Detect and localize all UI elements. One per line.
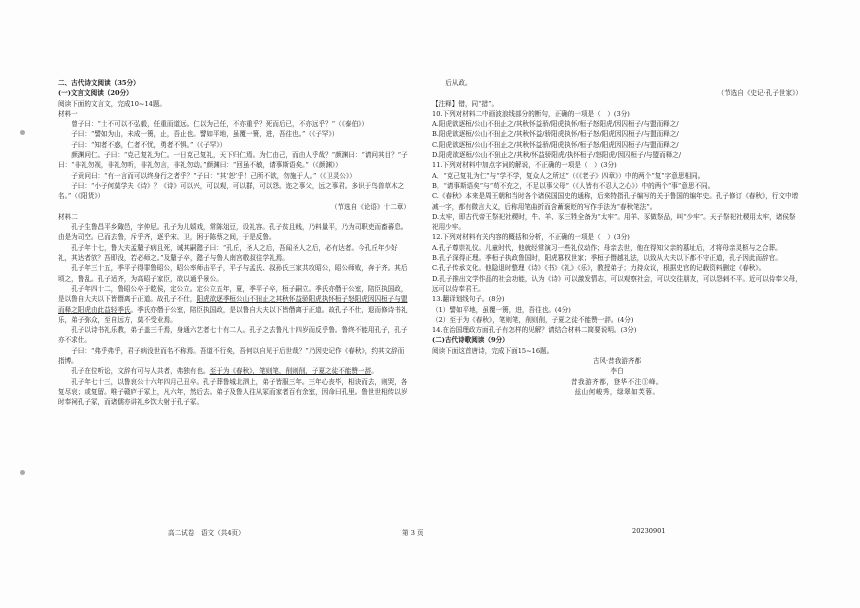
footer-left: 高二试卷 语文（共4页） <box>168 529 245 537</box>
left-column <box>58 78 410 408</box>
question-10: 10.下列对材料二中画波浪线部分的断句，正确的一项是（ ）(3分) <box>432 109 630 118</box>
m2-text: 。季氏亦僭于公室，陪臣执国政，是以鲁自大夫以下皆僭离于正道。故孔子不仕，退而修诗书礼乐，弟子弥众，至自远方，莫不受业焉。 <box>58 305 408 324</box>
question-13: 13.翻译划线句子。(8分) <box>432 295 505 304</box>
m1-paragraph: 颜渊问仁。子曰：“克己复礼为仁。一日克己复礼，天下归仁焉。为仁由己，而由人乎哉？”颜渊曰：“请问其目？”子曰：“非礼勿视，非礼勿听，非礼勿言，非礼勿动。”颜渊曰：“回虽不敏，请事斯语矣。”（《颜渊》） <box>58 151 408 170</box>
m2-paragraph <box>58 366 410 376</box>
q10-option: D.阳虎欲逐桓/公山不狃止之/其秋/怀益骄阳虎/执怀桓子/怒阳虎/因囚桓子/与盟而释之/ <box>432 151 682 160</box>
footer-code: 20230901 <box>632 527 666 535</box>
m2-text: 。 <box>371 367 378 376</box>
poem-instruction: 阅读下面这首唐诗，完成下面15~16题。 <box>432 346 554 355</box>
q10-option: A.阳虎欲逐桓/公山不狃止之/其秋怀益骄/阳虎执怀/桓子怒阳虎/因囚桓子/与盟而释之/ <box>432 120 679 129</box>
q12-option: A.孔子尊崇礼仪。儿童时代，他就经常演习一些礼仪动作；母亲去世，他在得知父亲的墓址后，才将母亲灵柩与之合葬。 <box>432 243 782 252</box>
annotation-note: 【注释】错，同“措”。 <box>432 99 499 108</box>
q12-option: C.孔子传承文化。他隐退时整理《诗》《书》《礼》《乐》，教授弟子；力持众议，根据史官的记载资料删定《春秋》。 <box>432 264 766 273</box>
m1-paragraph: 子曰：“小子何莫学夫《诗》？《诗》可以兴，可以观，可以群，可以怨。迩之事父，远之事君。多识于鸟兽草木之名。”（《阳货》） <box>58 181 405 201</box>
q11-option: B．“请事斯语矣”与“苟不充之，不足以事父母”（《人皆有不忍人之心》）中的两个“事”意思不同。 <box>432 181 715 190</box>
q12-option: B.孔子深得正理。季桓子执政鲁国时，阳虎篡权世家；季桓子僭越礼法，以致从大夫以下都不守正道，孔子因此而辞官。 <box>432 254 782 263</box>
m1-paragraph: 子曰：“知者不惑，仁者不忧，勇者不惧。”（《子罕》） <box>71 140 227 149</box>
poem-line: 兹山何峻秀，绿翠如芙蓉。 <box>574 387 660 396</box>
m2-paragraph: 孔子年十七，鲁大夫孟釐子病且死，诫其嗣懿子曰：“孔丘，圣人之后，吾闻圣人之后，必有达者。今孔丘年少好礼，其达者欤？吾即没，若必师之。”及釐子卒，懿子与鲁人南宫敬叔往学礼焉。 <box>58 243 398 263</box>
poem-author: 李白 <box>610 367 624 376</box>
instruction: 阅读下面的文言文，完成10~14题。 <box>58 99 167 108</box>
right-column <box>432 78 802 397</box>
question-14: 14.在治国理政方面孔子有怎样的见解？请结合材料二简要说明。(3分) <box>432 326 637 335</box>
poem-section-title: (二)古代诗歌阅读（9分） <box>432 336 509 345</box>
underlined-sentence: 至于为《春秋》，笔则笔，削则削，子夏之徒不能赞一辞 <box>209 367 372 376</box>
m2-paragraph: 孔子年三十五，季平子得罪鲁昭公，昭公率师击平子，平子与孟氏、叔孙氏三家共攻昭公，昭公师败，奔于齐。其后顷之，鲁乱。孔子适齐，为高昭子家臣，欲以通乎景公。 <box>58 264 408 283</box>
q10-option: B.阳虎欲逐桓/公山不狃止之/其秋怀益/骄阳虎执怀/桓子怒/阳虎因囚桓子/与盟而释之/ <box>432 130 679 139</box>
m1-paragraph: 子贡问曰：“有一言而可以终身行之者乎？”子曰：“其‘恕’乎！己所不欲，勿施于人。”（《卫灵公》） <box>71 171 356 180</box>
m2-paragraph <box>58 284 410 325</box>
section-title: 二、古代诗文阅读（35分） <box>58 79 140 87</box>
m2-text: 孔子在位听讼，文辞有可与人共者，弗独有也。 <box>71 367 210 376</box>
q12-option: D.孔子推出文学作品的社会功能，认为《诗》可以激发情志，可以观察社会，可以交往朋友，可以怨刺不平。近可以侍奉父母，远可以侍奉君王。 <box>432 274 802 293</box>
q13-sub-1: （1）譬如平地，虽覆一篑，进，吾往也。(4分) <box>432 305 571 314</box>
q11-option: A．“克己复礼为仁”与“学不学，复众人之所过”（《《老子》四章》）中的两个“复”字意思相同。 <box>432 171 705 180</box>
sub-title: (一)文言文阅读（20分） <box>58 89 133 98</box>
q11-option: D.太牢，即古代帝王祭祀社稷时，牛、羊、豕三牲全备为“太牢”。用羊、豕做祭品，叫“少牢”。天子祭祀社稷用太牢，诸侯祭祀用少牢。 <box>432 212 796 232</box>
m2-source: （节选自《史记·孔子世家》） <box>717 89 802 98</box>
poem-line: 昔我游齐都，登华不注①峰。 <box>570 377 664 386</box>
q11-option: C.《春秋》本来是周王朝和当时各个诸侯国国史的通称，后来特指孔子编写的关于鲁国的编年史。孔子修订《春秋》，行文中增减一字，都有微言大义，后称用笔曲折而含蓄褒贬的写作手法为“春秋笔法”。 <box>432 192 799 211</box>
material2-label: 材料二 <box>58 212 78 221</box>
m1-source: （节选自《论语》十二章） <box>330 202 410 211</box>
poem-title: 古风·昔我游齐都 <box>592 357 642 366</box>
continuation-line: 后从政。 <box>445 79 472 87</box>
m2-paragraph: 子曰：“弗乎弗乎，君子病没世而名不称焉。吾道不行矣，吾何以自见于后世哉？”乃因史记作《春秋》，约其文辞而指博。 <box>58 346 405 366</box>
m2-paragraph: 孔子以诗书礼乐教，弟子盖三千焉，身通六艺者七十有二人。孔子之去鲁凡十四岁而反乎鲁。鲁终不能用孔子，孔子亦不求仕。 <box>58 326 408 345</box>
binding-hole-icon <box>20 470 25 475</box>
m1-paragraph: 曾子曰：“士不可以不弘毅，任重而道远。仁以为己任，不亦重乎？死而后已，不亦远乎？”（《泰伯》） <box>71 120 369 129</box>
binding-hole-icon <box>20 130 25 135</box>
question-12: 12.下列对材料有关内容的概括和分析，不正确的一项是（ ）(3分) <box>432 233 630 242</box>
question-11: 11.下列对材料中加点字词的解说，不正确的一项是（ ）(3分) <box>432 161 617 170</box>
m2-text: 孔子年四十二，鲁昭公卒于乾侯，定公立。定公立五年，夏，季平子卒，桓子嗣立。季氏亦僭于公室，陪臣执国政，是以鲁自大夫以下皆僭离于正道。故孔子不仕， <box>58 284 408 304</box>
m2-paragraph: 孔子生鲁昌平乡陬邑，字仲尼。孔子为儿嬉戏，常陈俎豆，设礼容。孔子贫且贱，乃料量平，乃为司职吏而畜蕃息。由是为司空。已而去鲁，斥乎齐，逐乎宋、卫，困于陈蔡之间，于是反鲁。 <box>58 223 408 242</box>
m1-paragraph: 子曰：“譬如为山，未成一篑，止，吾止也。譬如平地，虽覆一篑，进，吾往也。”（《子罕》） <box>71 130 339 139</box>
wavy-underlined-text: 阳虎欲逐季桓公山不狃止之其秋怀益骄阳虎执怀桓子怒阳虎因囚桓子与盟而释之阳虎由此益轻季氏 <box>58 295 408 314</box>
q10-option: C.阳虎欲逐桓/公山不狃止之/其秋怀益骄/阳虎执怀/桓子怒/阳虎因囚桓子/与盟而释之/ <box>432 140 679 149</box>
m2-paragraph: 孔子年七十三，以鲁哀公十六年四月己丑卒。孔子葬鲁城北泗上，弟子皆服三年。三年心丧毕，相诀而去，则哭，各复尽哀；或复留。唯子赣庐于冢上，凡六年，然后去。弟子及鲁人往从冢而家者百有余室，因命曰孔里。鲁世世相传以岁时奉祠孔子冢，而诸儒亦讲礼乡饮大射于孔子冢。 <box>58 377 408 407</box>
material1-label: 材料一 <box>58 109 78 118</box>
q13-sub-2: （2）至于为《春秋》，笔则笔，削则削，子夏之徒不能赞一辞。(4分) <box>432 315 634 324</box>
footer-page-number: 第 3 页 <box>402 529 424 537</box>
